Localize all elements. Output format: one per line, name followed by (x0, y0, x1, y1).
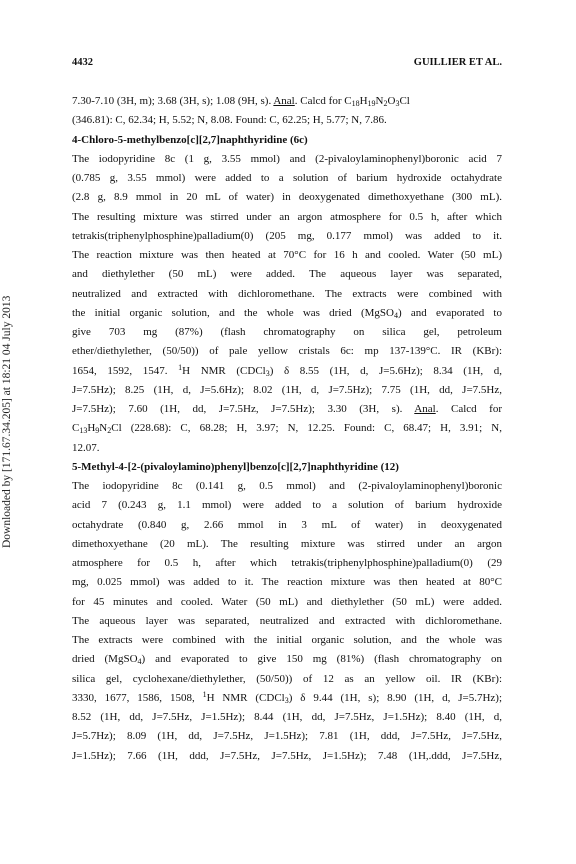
body-text-line: (0.785 g, 3.55 mmol) were added to a solution of barium hydroxide octahydrate (72, 172, 502, 184)
body-text-line: $C_{13}H_9N_2Cl$ (228.68): C, 68.28; H, 3.97; N, 12.25. Found: C, 68.47; H, 3.91; N, (72, 422, 502, 436)
body-text-line: The resulting mixture was stirred under an argon atmosphere for 0.5 h, after which (72, 210, 502, 223)
body-text-line: silica gel, cyclohexane/diethylether, (50/50)) of 12 as an yellow oil. IR (KBr): (72, 672, 502, 685)
body-text-line: for 45 minutes and cooled. Water (50 mL) and diethylether (50 mL) were added. (72, 595, 502, 608)
body-text-line: dried (MgSO$_4$) and evaporated to give 150 mg (81%) (flash chromatography on (72, 653, 503, 667)
article-body (72, 92, 502, 766)
download-note: Downloaded by [171.67.34.205] at 18:21 04 July 2013 (1, 295, 13, 548)
body-text-line: J=5.7Hz); 8.09 (1H, dd, J=7.5Hz, J=1.5Hz); 7.81 (1H, ddd, J=7.5Hz, J=7.5Hz, (72, 730, 502, 743)
body-text-line: The iodopyridine 8c (0.141 g, 0.5 mmol) and (2-pivaloylaminophenyl)boronic (72, 480, 502, 492)
body-text-line: give 703 mg (87%) (flash chromatography on silica gel, petroleum (72, 326, 502, 338)
body-text-line: atmosphere for 0.5 h, after which tetrakis(triphenylphosphine)palladium(0) (29 (72, 557, 502, 569)
page-number: 4432 (72, 57, 93, 68)
body-text-line: (2.8 g, 8.9 mmol in 20 mL of water) in deoxygenated dimethoxyethane (300 mL). (72, 191, 502, 204)
body-text-line: the initial organic solution, and the whole was dried (MgSO$_4$) and evaporated to (72, 306, 502, 320)
body-text-line: and diethylether (50 mL) were added. The aqueous layer was separated, (72, 268, 502, 281)
running-title: GUILLIER ET AL. (413, 57, 502, 68)
section-heading: 4-Chloro-5-methylbenzo[c][2,7]naphthyridine (6c) (72, 133, 308, 146)
body-text-line: 7.30-7.10 (3H, m); 3.68 (3H, s); 1.08 (9H, s). Anal. Calcd for $C_{18}H_{19}N_2O_3Cl$ (72, 95, 410, 108)
body-text-line: J=7.5Hz); 7.60 (1H, dd, J=7.5Hz, J=7.5Hz); 3.30 (3H, s). Anal. Calcd for (72, 403, 503, 415)
body-text-line: J=7.5Hz); 8.25 (1H, d, J=5.6Hz); 8.02 (1H, d, J=7.5Hz); 7.75 (1H, dd, J=7.5Hz, (72, 383, 502, 396)
body-text-line: octahydrate (0.840 g, 2.66 mmol in 3 mL of water) in deoxygenated (72, 518, 502, 531)
body-text-line: 3330, 1677, 1586, 1508, $^1$H NMR (CDCl$_3$) δ 9.44 (1H, s); 8.90 (1H, d, J=5.7Hz); (72, 689, 503, 705)
body-text-line: (346.81): C, 62.34; H, 5.52; N, 8.08. Found: C, 62.25; H, 5.77; N, 7.86. (72, 114, 387, 127)
body-text-line: 1654, 1592, 1547. $^1$H NMR (CDCl$_3$) δ 8.55 (1H, d, J=5.6Hz); 8.34 (1H, d, (72, 362, 503, 378)
section-heading: 5-Methyl-4-[2-(pivaloylamino)phenyl]benzo[c][2,7]naphthyridine (12) (72, 460, 399, 473)
body-text-line: 8.52 (1H, dd, J=7.5Hz, J=1.5Hz); 8.44 (1H, dd, J=7.5Hz, J=1.5Hz); 8.40 (1H, d, (72, 711, 502, 723)
body-text-line: dimethoxyethane (20 mL). The resulting mixture was stirred under an argon (72, 537, 502, 550)
body-text-line: tetrakis(triphenylphosphine)palladium(0) (205 mg, 0.177 mmol) was added to it. (72, 229, 502, 242)
body-text-line: ether/diethylether, (50/50)) of pale yellow cristals 6c: mp 137-139°C. IR (KBr): (72, 345, 502, 358)
body-text-line: The reaction mixture was then heated at 70°C for 16 h and cooled. Water (50 mL) (72, 249, 502, 261)
body-text-line: The aqueous layer was separated, neutralized and extracted with dichloromethane. (72, 614, 502, 627)
body-text-line: neutralized and extracted with dichloromethane. The extracts were combined with (72, 287, 502, 300)
body-text-line: J=1.5Hz); 7.66 (1H, ddd, J=7.5Hz, J=7.5Hz, J=1.5Hz); 7.48 (1H,.ddd, J=7.5Hz, (72, 749, 502, 762)
body-text-line: The extracts were combined with the initial organic solution, and the whole was (72, 634, 502, 646)
body-text-line: 12.07. (72, 441, 100, 454)
body-text-line: acid 7 (0.243 g, 1.1 mmol) were added to a solution of barium hydroxide (72, 499, 502, 512)
body-text-line: mg, 0.025 mmol) was added to it. The reaction mixture was then heated at 80°C (72, 576, 502, 589)
body-text-line: The iodopyridine 8c (1 g, 3.55 mmol) and (2-pivaloylaminophenyl)boronic acid 7 (72, 152, 502, 165)
page-header (72, 57, 502, 73)
